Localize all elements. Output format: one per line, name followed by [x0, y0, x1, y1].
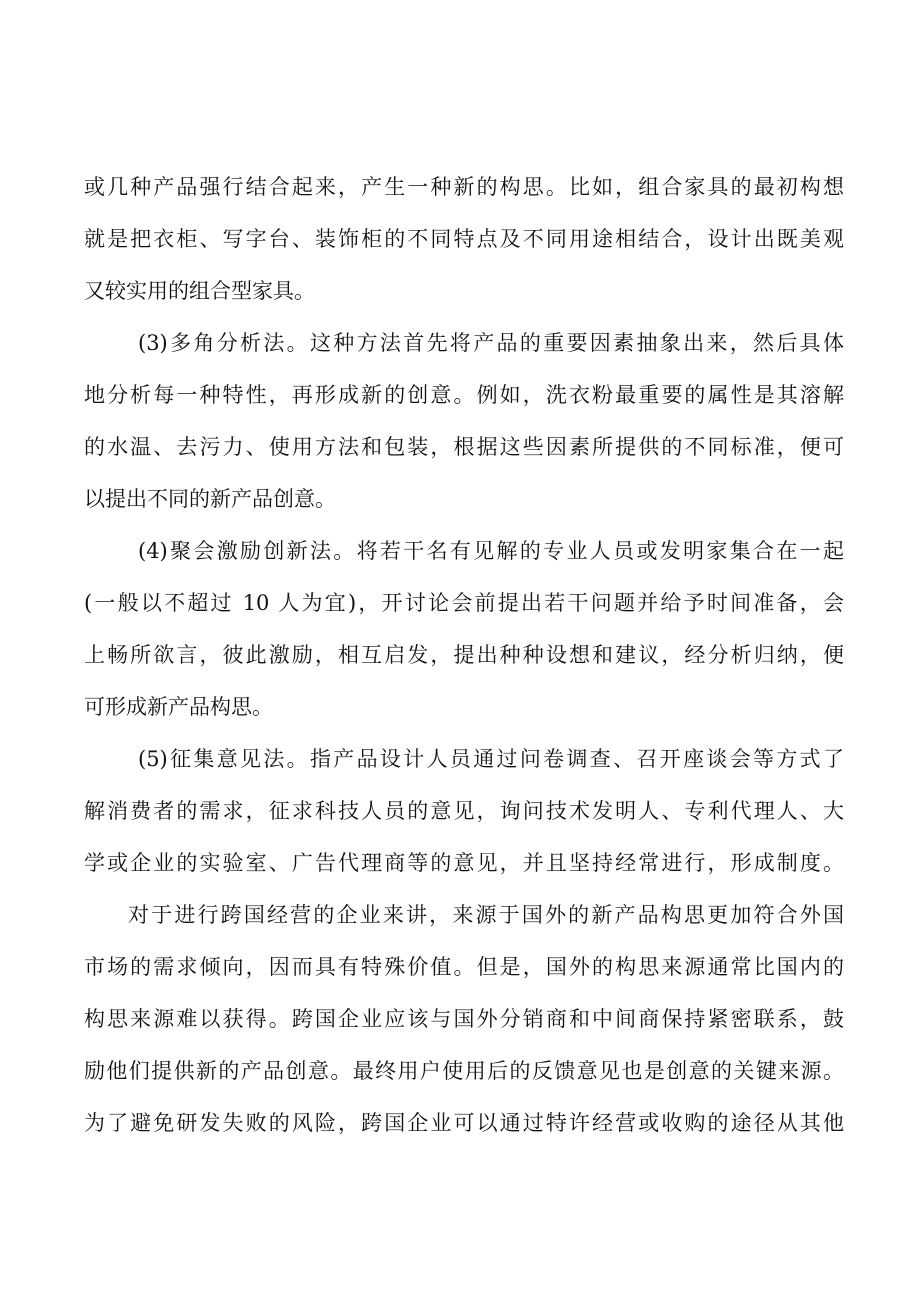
paragraph-first-line: (4)聚会激励创新法。将若干名有见解的专业人员或发明家集合在一起: [138, 539, 844, 563]
text-line: 上畅所欲言，彼此激励，相互启发，提出种种设想和建议，经分析归纳，便: [84, 643, 844, 667]
text-line: (一般以不超过 10 人为宜)，开讨论会前提出若干问题并给予时间准备，会: [84, 591, 844, 615]
paragraph-first-line: (5)征集意见法。指产品设计人员通过问卷调查、召开座谈会等方式了: [138, 747, 844, 771]
text-line: 解消费者的需求，征求科技人员的意见，询问技术发明人、专利代理人、大: [84, 799, 844, 823]
text-line: 就是把衣柜、写字台、装饰柜的不同特点及不同用途相结合，设计出既美观: [84, 227, 844, 251]
text-line: 为了避免研发失败的风险，跨国企业可以通过特许经营或收购的途径从其他: [84, 1111, 844, 1135]
paragraph-first-line: 对于进行跨国经营的企业来讲，来源于国外的新产品构思更加符合外国: [128, 903, 844, 927]
text-line: 可形成新产品构思。: [84, 695, 273, 719]
text-line: 学或企业的实验室、广告代理商等的意见，并且坚持经常进行，形成制度。: [84, 851, 844, 875]
text-line: 的水温、去污力、使用方法和包装，根据这些因素所提供的不同标准，便可: [84, 435, 844, 459]
paragraph-first-line: (3)多角分析法。这种方法首先将产品的重要因素抽象出来，然后具体: [138, 331, 844, 355]
text-line: 构思来源难以获得。跨国企业应该与国外分销商和中间商保持紧密联系，鼓: [84, 1007, 844, 1031]
text-line: 励他们提供新的产品创意。最终用户使用后的反馈意见也是创意的关键来源。: [84, 1059, 844, 1083]
text-line: 以提出不同的新产品创意。: [84, 487, 336, 511]
text-line: 又较实用的组合型家具。: [84, 279, 315, 303]
text-line: 或几种产品强行结合起来，产生一种新的构思。比如，组合家具的最初构想: [84, 175, 844, 199]
text-line: 市场的需求倾向，因而具有特殊价值。但是，国外的构思来源通常比国内的: [84, 955, 844, 979]
text-line: 地分析每一种特性，再形成新的创意。例如，洗衣粉最重要的属性是其溶解: [84, 383, 844, 407]
